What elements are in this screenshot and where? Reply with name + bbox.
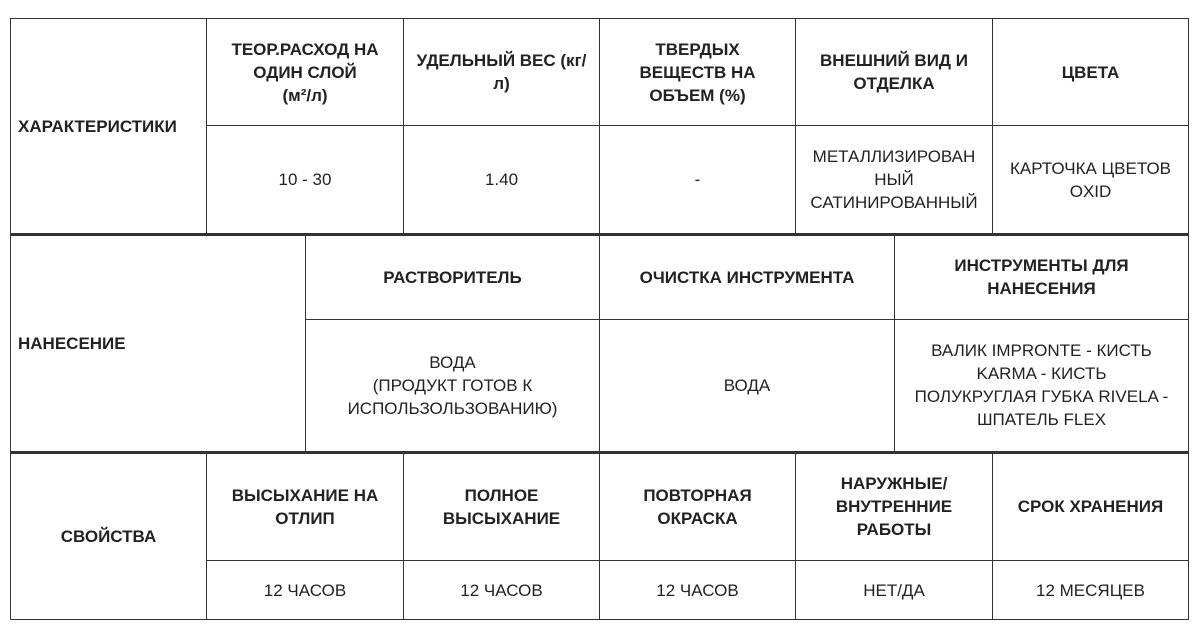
header-application-tools: ИНСТРУМЕНТЫ ДЛЯ НАНЕСЕНИЯ: [895, 235, 1189, 319]
value-solvent: ВОДА (ПРОДУКТ ГОТОВ К ИСПОЛЬЗОЛЬЗОВАНИЮ): [306, 319, 600, 451]
header-colors: ЦВЕТА: [993, 19, 1189, 126]
value-full-dry: 12 ЧАСОВ: [404, 561, 600, 620]
application-table: [10, 234, 1189, 452]
header-coverage: ТЕОР.РАСХОД НА ОДИН СЛОЙ (м²/л): [207, 19, 404, 126]
value-touch-dry: 12 ЧАСОВ: [207, 561, 404, 620]
application-header-row: [11, 235, 1189, 319]
header-solvent: РАСТВОРИТЕЛЬ: [306, 235, 600, 319]
header-recoat: ПОВТОРНАЯ ОКРАСКА: [600, 453, 796, 561]
value-specific-weight: 1.40: [404, 126, 600, 234]
value-tool-cleaning: ВОДА: [600, 319, 895, 451]
header-shelf-life: СРОК ХРАНЕНИЯ: [993, 453, 1189, 561]
value-coverage: 10 - 30: [207, 126, 404, 234]
characteristics-header-row: [11, 19, 1189, 126]
value-appearance-finish: МЕТАЛЛИЗИРОВАН НЫЙ САТИНИРОВАННЫЙ: [796, 126, 993, 234]
header-touch-dry: ВЫСЫХАНИЕ НА ОТЛИП: [207, 453, 404, 561]
properties-label: СВОЙСТВА: [11, 453, 207, 620]
characteristics-table: [10, 18, 1189, 234]
application-label: НАНЕСЕНИЕ: [11, 235, 306, 451]
value-solids-by-volume: -: [600, 126, 796, 234]
value-exterior-interior: НЕТ/ДА: [796, 561, 993, 620]
characteristics-label: ХАРАКТЕРИСТИКИ: [11, 19, 207, 234]
header-solids-by-volume: ТВЕРДЫХ ВЕЩЕСТВ НА ОБЪЕМ (%): [600, 19, 796, 126]
header-full-dry: ПОЛНОЕ ВЫСЫХАНИЕ: [404, 453, 600, 561]
header-exterior-interior: НАРУЖНЫЕ/ ВНУТРЕННИЕ РАБОТЫ: [796, 453, 993, 561]
value-shelf-life: 12 МЕСЯЦЕВ: [993, 561, 1189, 620]
header-specific-weight: УДЕЛЬНЫЙ ВЕС (кг/ л): [404, 19, 600, 126]
properties-table: [10, 452, 1189, 621]
product-spec-sheet: [10, 18, 1188, 620]
value-recoat: 12 ЧАСОВ: [600, 561, 796, 620]
value-application-tools: ВАЛИК IMPRONTE - КИСТЬ KARMA - КИСТЬ ПОЛУКРУГЛАЯ ГУБКА RIVELA - ШПАТЕЛЬ FLEX: [895, 319, 1189, 451]
header-tool-cleaning: ОЧИСТКА ИНСТРУМЕНТА: [600, 235, 895, 319]
properties-header-row: [11, 453, 1189, 561]
header-appearance-finish: ВНЕШНИЙ ВИД И ОТДЕЛКА: [796, 19, 993, 126]
value-colors: КАРТОЧКА ЦВЕТОВ OXID: [993, 126, 1189, 234]
